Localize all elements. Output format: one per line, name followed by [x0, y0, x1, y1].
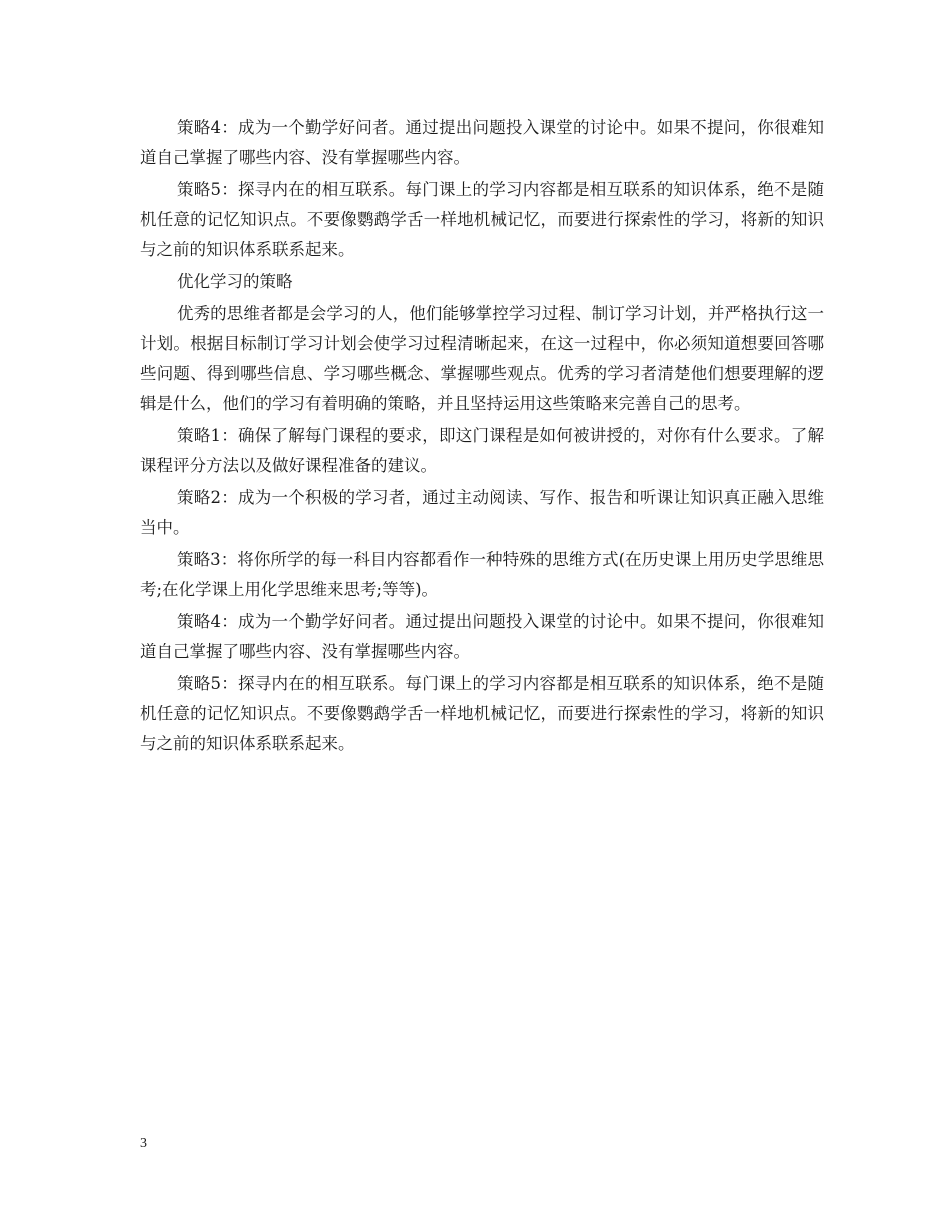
- paragraph-strategy-4-repeat: 策略4：成为一个勤学好问者。通过提出问题投入课堂的讨论中。如果不提问，你很难知道自己掌握了哪些内容、没有掌握哪些内容。: [140, 612, 824, 661]
- paragraph-strategy-5-repeat: 策略5：探寻内在的相互联系。每门课上的学习内容都是相互联系的知识体系，绝不是随机任意的记忆知识点。不要像鹦鹉学舌一样地机械记忆，而要进行探索性的学习，将新的知识与之前的知识体系联系起来。: [140, 674, 824, 753]
- page-number: 3: [140, 1136, 147, 1151]
- paragraph-strategy-3: 策略3：将你所学的每一科目内容都看作一种特殊的思维方式(在历史课上用历史学思维思考;在化学课上用化学思维来思考;等等)。: [140, 550, 824, 599]
- paragraph-strategy-2: 策略2：成为一个积极的学习者，通过主动阅读、写作、报告和听课让知识真正融入思维当中。: [140, 488, 824, 537]
- paragraph-strategy-1: 策略1：确保了解每门课程的要求，即这门课程是如何被讲授的，对你有什么要求。了解课程评分方法以及做好课程准备的建议。: [140, 426, 824, 475]
- section-heading: 优化学习的策略: [177, 272, 293, 291]
- paragraph-strategy-4: 策略4：成为一个勤学好问者。通过提出问题投入课堂的讨论中。如果不提问，你很难知道自己掌握了哪些内容、没有掌握哪些内容。: [140, 118, 824, 167]
- document-body: [140, 113, 824, 761]
- paragraph-strategy-5: 策略5：探寻内在的相互联系。每门课上的学习内容都是相互联系的知识体系，绝不是随机任意的记忆知识点。不要像鹦鹉学舌一样地机械记忆，而要进行探索性的学习，将新的知识与之前的知识体系联系起来。: [140, 180, 824, 259]
- paragraph-intro: 优秀的思维者都是会学习的人，他们能够掌控学习过程、制订学习计划，并严格执行这一计划。根据目标制订学习计划会使学习过程清晰起来，在这一过程中，你必须知道想要回答哪些问题、得到哪些信息、学习哪些概念、掌握哪些观点。优秀的学习者清楚他们想要理解的逻辑是什么，他们的学习有着明确的策略，并且坚持运用这些策略来完善自己的思考。: [140, 304, 824, 413]
